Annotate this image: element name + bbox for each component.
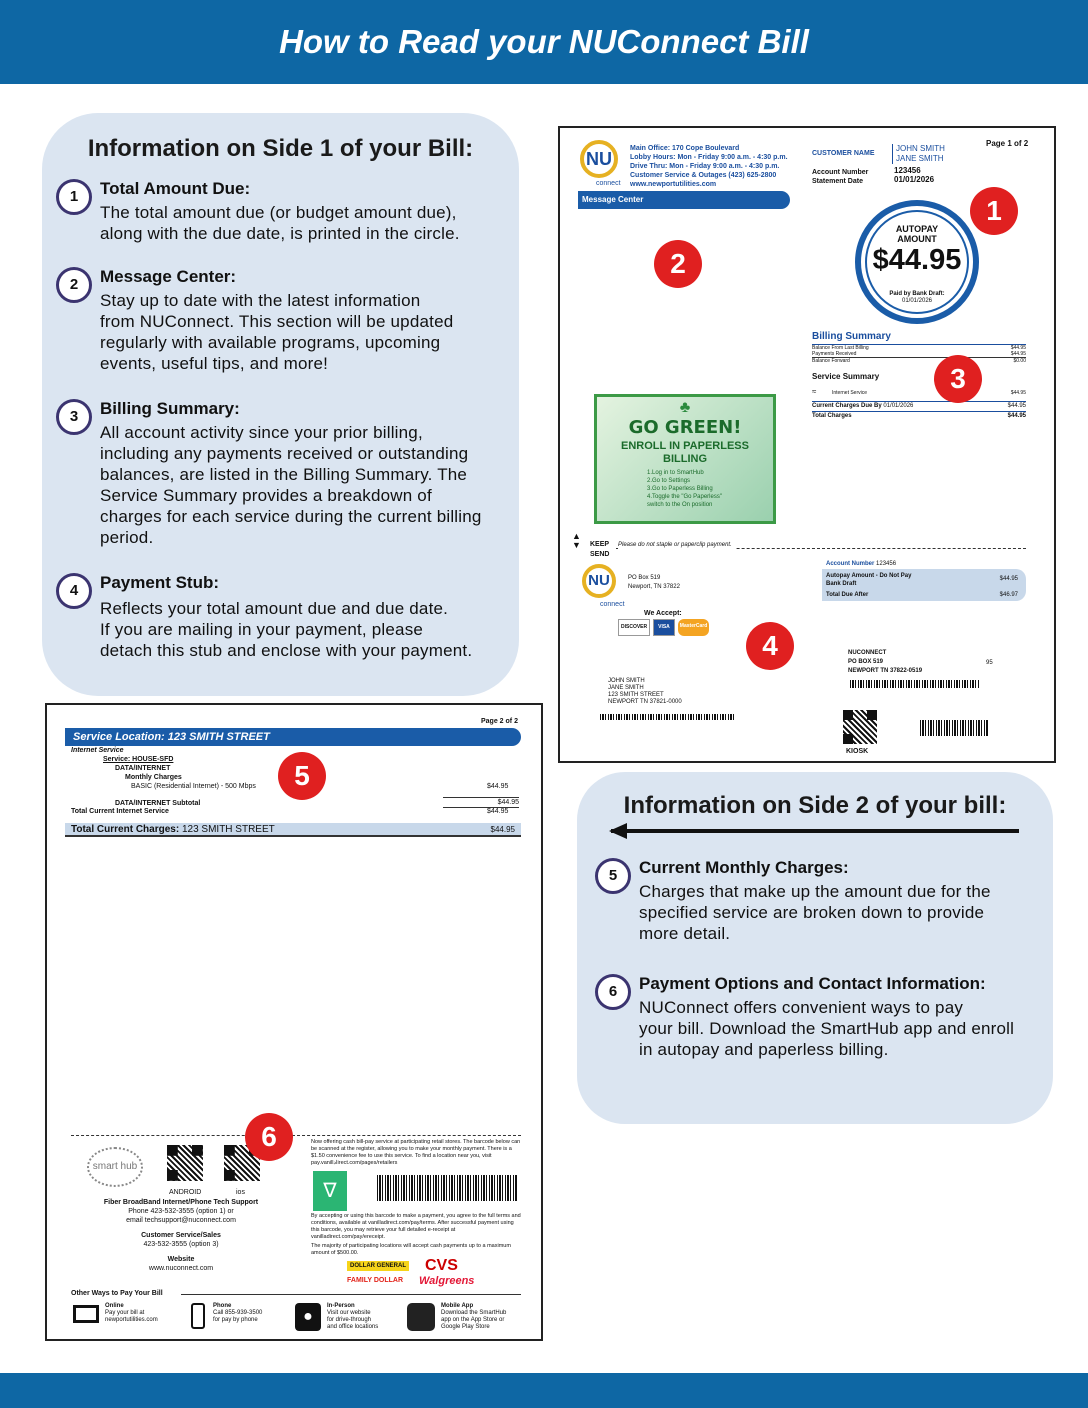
callout-badge-6: 6 bbox=[245, 1113, 293, 1161]
vanilla-logo: ∇ bbox=[313, 1171, 347, 1211]
total-internet-label: Total Current Internet Service bbox=[71, 808, 169, 815]
bill-page-2: Page 2 of 2 Service Location: 123 SMITH STREET Internet Service Service: HOUSE-SFD DATA/INTERNET Monthly Charges BASIC (Residential Internet) - 500 Mbps $44.95 DATA/INTERNET Subtotal $44.95 Total Current Internet Service $44.95 Total Current Charges: 123 SMITH STREET $44.95 smart hub ANDROID ios Fiber BroadBand Internet/Phone Tech Support Phone 423-532-3555 (option 1) or email techsupport@nuconnect.com Customer Service/Sales 423-532-3555 (option 3) Website www.nuconnect.com Now offering cash bill-pay service at participating retail stores. The barcode below can be scanned at the register, allowing you to make your monthly payment. There is a $1.50 convenience fee to use this service. To find a location near you, visit pay.vanillادirect.com/pages/retailers ∇ By accepting or using this barcode to make a payment, you agree to the full terms and conditions, available at vanilladirect.com/pay/terms. After successful payment using this barcode, you may retrieve your full detailed e-receipt at vanilladirect.com/pay/ereceipt. The majority of participating locations will accept cash payments up to a maximum amount of $500.00. DOLLAR GENERAL CVS FAMILY DOLLAR Walgreens Other Ways to Pay Your Bill Online Pay your bill at newportutilities.com Phone Call 855-939-3500 for pay by phone ● In-Person Visit our website for drive-through and office locations Mobile App Download the SmartHub app on the App Store or Google Play Store bbox=[45, 703, 543, 1341]
payment-tear-line bbox=[71, 1135, 521, 1136]
terms-text: By accepting or using this barcode to make a payment, you agree to the full terms and conditions, available at vanilladirect.com/pay/terms. After successful payment using this barcode, you may retrieve your full detailed e-receipt at vanilladirect.com/pay/ereceipt. bbox=[311, 1213, 521, 1240]
wifi-icon: ≈ bbox=[812, 387, 817, 396]
paperless-steps: 1.Log in to SmartHub 2.Go to Settings 3.Go to Paperless Billing 4.Toggle the "Go Paperless" switch to the On position bbox=[647, 470, 722, 508]
store-dollar-general: DOLLAR GENERAL bbox=[347, 1261, 409, 1271]
side1-panel bbox=[42, 113, 519, 696]
go-green-heading: GO GREEN! bbox=[628, 417, 742, 438]
other-ways-title: Other Ways to Pay Your Bill bbox=[71, 1290, 163, 1297]
page-title: How to Read your NUConnect Bill bbox=[0, 0, 1088, 84]
side2-heading: Information on Side 2 of your bill: bbox=[623, 792, 1007, 819]
total-internet-value: $44.95 bbox=[487, 808, 509, 815]
kiosk-qr-code bbox=[843, 710, 877, 744]
item-text: Charges that make up the amount due for the specified service are broken down to provide more detail. bbox=[639, 882, 991, 943]
side1-heading: Information on Side 1 of your Bill: bbox=[87, 135, 474, 162]
total-charges-row: Total Charges $44.95 bbox=[812, 413, 1026, 419]
footer-bar bbox=[0, 1373, 1088, 1408]
callout-badge-2: 2 bbox=[654, 240, 702, 288]
addressee-barcode bbox=[600, 714, 736, 720]
total-current-bar: Total Current Charges: 123 SMITH STREET $44.95 bbox=[65, 823, 521, 837]
smarthub-logo: smart hub bbox=[87, 1147, 143, 1187]
account-labels: Account Number Statement Date bbox=[812, 169, 869, 185]
stub-amount-box: Autopay Amount - Do Not Pay Bank Draft $44.95 Total Due After $46.97 bbox=[822, 569, 1026, 601]
nu-logo: NU bbox=[580, 140, 618, 178]
basic-plan-value: $44.95 bbox=[487, 783, 509, 790]
kiosk-label: KIOSK bbox=[846, 748, 869, 755]
cash-barcode bbox=[377, 1175, 517, 1201]
addressee: JOHN SMITH JANE SMITH 123 SMITH STREET NEWPORT TN 37821-0000 bbox=[608, 678, 682, 705]
card-logos: DISCOVER VISA MasterCard bbox=[618, 619, 709, 636]
person-icon: ● bbox=[295, 1303, 321, 1331]
number-badge: 2 bbox=[56, 267, 92, 303]
callout-badge-5: 5 bbox=[278, 752, 326, 800]
max-amount-text: The majority of participating locations will accept cash payments up to a maximum amount of $500.00. bbox=[311, 1243, 511, 1256]
billing-summary-title: Billing Summary bbox=[812, 331, 891, 342]
store-walgreens: Walgreens bbox=[419, 1275, 475, 1287]
android-qr-code bbox=[167, 1145, 203, 1181]
number-badge: 4 bbox=[56, 573, 92, 609]
send-label: SEND bbox=[590, 551, 610, 558]
service-location-bar: Service Location: 123 SMITH STREET bbox=[65, 728, 521, 746]
item-title: Payment Stub: bbox=[100, 573, 220, 592]
paid-by: Paid by Bank Draft: bbox=[889, 291, 945, 297]
store-family-dollar: FAMILY DOLLAR bbox=[347, 1277, 404, 1284]
subtotal-label: DATA/INTERNET Subtotal bbox=[115, 800, 201, 807]
remit-address: NUCONNECT PO BOX 519 NEWPORT TN 37822-0519 bbox=[848, 650, 923, 674]
payment-barcode bbox=[920, 720, 988, 736]
we-accept-label: We Accept: bbox=[644, 610, 682, 617]
go-green-ad bbox=[594, 394, 776, 524]
page-number: Page 2 of 2 bbox=[481, 718, 518, 725]
side2-panel bbox=[577, 772, 1053, 1124]
customer-name-label: CUSTOMER NAME bbox=[812, 150, 875, 157]
computer-icon bbox=[73, 1305, 99, 1323]
other-ways-rule bbox=[181, 1294, 521, 1295]
item-title: Current Monthly Charges: bbox=[639, 858, 849, 877]
item-title: Billing Summary: bbox=[100, 399, 240, 418]
page-number: Page 1 of 2 bbox=[986, 139, 1029, 148]
store-cvs: CVS bbox=[425, 1257, 458, 1274]
amount-circle bbox=[855, 200, 979, 324]
no-staple-note: Please do not staple or paperclip payment. bbox=[618, 541, 735, 550]
current-due-row: Current Charges Due By 01/01/2026 $44.95 bbox=[812, 401, 1026, 412]
left-arrow-icon bbox=[611, 829, 1019, 833]
ios-label: ios bbox=[236, 1189, 245, 1196]
clover-icon: ♣ bbox=[679, 399, 691, 416]
item-text: Stay up to date with the latest information from NUConnect. This section will be updated regularly with available programs, upcoming events, useful tips, and more! bbox=[100, 291, 454, 373]
service-type: Service: HOUSE-SFD bbox=[103, 756, 174, 763]
message-center-bar: Message Center bbox=[578, 191, 790, 209]
number-badge: 1 bbox=[56, 179, 92, 215]
postal-barcode bbox=[850, 680, 980, 688]
app-icon bbox=[407, 1303, 435, 1331]
autopay-label: AUTOPAY AMOUNT bbox=[895, 224, 939, 244]
enroll-text: ENROLL IN PAPERLESS BILLING bbox=[621, 440, 749, 465]
account-values: 123456 01/01/2026 bbox=[894, 166, 935, 184]
item-title: Message Center: bbox=[100, 267, 237, 286]
item-text: Reflects your total amount due and due date. If you are mailing in your payment, please detach this stub and enclose with your payment. bbox=[100, 599, 473, 660]
item-title: Payment Options and Contact Information: bbox=[639, 974, 986, 993]
nu-logo-stub: NU bbox=[582, 564, 616, 598]
service-row: Internet Service $44.95 bbox=[832, 390, 1026, 396]
item-text: All account activity since your prior billing, including any payments received or outstanding balances, are listed in the Billing Summary. The Service Summary provides a breakdown of charges for each service during the current billing period. bbox=[100, 423, 482, 547]
monthly-charges-label: Monthly Charges bbox=[125, 774, 182, 781]
service-summary-title: Service Summary bbox=[812, 372, 880, 381]
stub-account: Account Number 123456 bbox=[826, 561, 897, 567]
number-badge: 5 bbox=[595, 858, 631, 894]
cash-pay-text: Now offering cash bill-pay service at participating retail stores. The barcode below can be scanned at the register, allowing you to make your monthly payment. There is a $1.50 convenience fee to use this service. To find a location near you, visit pay.vanillادirect.com/pages/retailers bbox=[311, 1139, 521, 1166]
basic-plan-line: BASIC (Residential Internet) - 500 Mbps bbox=[131, 783, 256, 790]
customer-names: JOHN SMITH JANE SMITH bbox=[892, 144, 945, 164]
internet-service-label: Internet Service bbox=[71, 747, 124, 754]
item-text: NUConnect offers convenient ways to pay your bill. Download the SmartHub app and enroll in autopay and paperless billing. bbox=[639, 998, 1015, 1059]
android-label: ANDROID bbox=[169, 1189, 202, 1196]
data-internet-label: DATA/INTERNET bbox=[115, 765, 171, 772]
keep-label: KEEP bbox=[590, 541, 610, 548]
keep-send-arrows: ▲ ▼ bbox=[572, 531, 581, 550]
callout-badge-3: 3 bbox=[934, 355, 982, 403]
subtotal-value: $44.95 bbox=[443, 797, 519, 808]
po-box: PO Box 519 Newport, TN 37822 bbox=[628, 575, 680, 590]
contact-info: Fiber BroadBand Internet/Phone Tech Support Phone 423-532-3555 (option 1) or email techsupport@nuconnect.com Customer Service/Sales 423-532-3555 (option 3) Website www.nuconnect.com bbox=[103, 1199, 259, 1272]
phone-icon bbox=[191, 1303, 205, 1329]
number-badge: 6 bbox=[595, 974, 631, 1010]
arrow-head bbox=[609, 823, 627, 839]
amount-due: $44.95 bbox=[872, 244, 962, 276]
remit-code: 95 bbox=[986, 660, 993, 666]
number-badge: 3 bbox=[56, 399, 92, 435]
office-info: Main Office: 170 Cope Boulevard Lobby Hours: Mon - Friday 9:00 a.m. - 4:30 p.m. Drive Thru: Mon - Friday 9:00 a.m. - 4:30 p.m. Customer Service & Outages (423) 625-2800 www.newportutilities.com bbox=[630, 145, 788, 188]
item-title: Total Amount Due: bbox=[100, 179, 251, 198]
item-text: The total amount due (or budget amount due), along with the due date, is printed in the circle. bbox=[100, 203, 460, 243]
paid-date: 01/01/2026 bbox=[901, 298, 933, 304]
callout-badge-1: 1 bbox=[970, 187, 1018, 235]
billing-summary-table: Balance From Last Billing $44.95 Payments Received $44.95 Balance Forward $0.00 bbox=[812, 345, 1026, 364]
callout-badge-4: 4 bbox=[746, 622, 794, 670]
logo-subtext-stub: connect bbox=[600, 601, 625, 608]
logo-subtext: connect bbox=[596, 180, 621, 187]
